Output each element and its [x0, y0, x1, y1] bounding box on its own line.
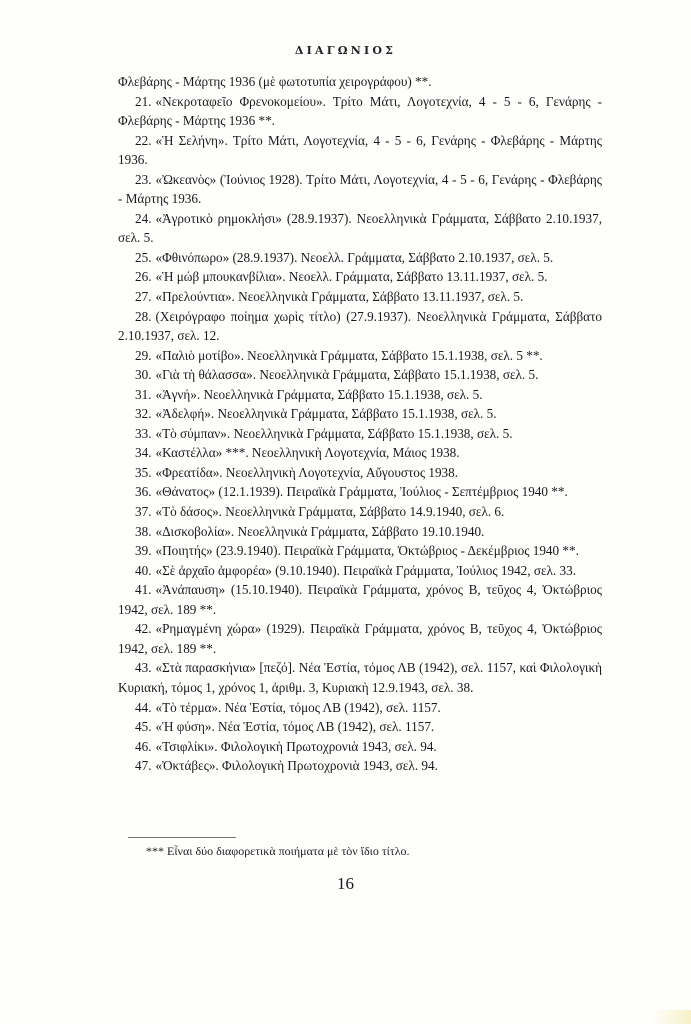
- bibliography-entry: [118, 717, 602, 737]
- entry-text: «Γιὰ τὴ θάλασσα». Νεοελληνικὰ Γράμματα, Σάββατο 15.1.1938, σελ. 5.: [155, 367, 539, 383]
- bibliography-entry: [118, 561, 602, 581]
- continued-entry: Φλεβάρης - Μάρτης 1936 (μὲ φωτοτυπία χειρογράφου) **.: [118, 74, 432, 89]
- bibliography-entry: [118, 424, 602, 444]
- running-head: ΔΙΑΓΩΝΙΟΣ: [294, 44, 397, 57]
- entry-number: 41.: [135, 582, 152, 598]
- entry-number: 40.: [135, 562, 152, 578]
- footnote-divider: [128, 837, 236, 838]
- entry-text: «Νεκροταφεῖο Φρενοκομείου». Τρίτο Μάτι, Λογοτεχνία, 4 - 5 - 6, Γενάρης - Φλεβάρης - Μάρτης 1936 **.: [118, 93, 602, 129]
- bibliography-entry: [118, 267, 602, 287]
- entry-text: «Ἀδελφή». Νεοελληνικὰ Γράμματα, Σάββατο 15.1.1938, σελ. 5.: [155, 406, 497, 422]
- entry-number: 32.: [135, 406, 152, 422]
- entry-text: «Ὀκτάβες». Φιλολογικὴ Πρωτοχρονιὰ 1943, σελ. 94.: [155, 758, 438, 774]
- entry-text: «Πρελούντια». Νεοελληνικὰ Γράμματα, Σάββατο 13.11.1937, σελ. 5.: [155, 289, 524, 305]
- bibliography-entry: [118, 541, 602, 561]
- bibliography-entry: [118, 658, 602, 697]
- entry-text: «Δισκοβολία». Νεοελληνικὰ Γράμματα, Σάββατο 19.10.1940.: [155, 523, 485, 539]
- entry-number: 26.: [135, 269, 152, 285]
- entry-number: 27.: [135, 289, 152, 305]
- bibliography-entry: [118, 209, 602, 248]
- entry-number: 22.: [135, 132, 152, 148]
- entry-text: «Ὠκεανὸς» (Ἰούνιος 1928). Τρίτο Μάτι, Λογοτεχνία, 4 - 5 - 6, Γενάρης - Φλεβάρης - Μάρτης 1936.: [118, 171, 602, 207]
- entry-number: 39.: [135, 543, 152, 559]
- entry-number: 38.: [135, 523, 152, 539]
- bibliography-entry: [118, 463, 602, 483]
- entry-number: 31.: [135, 386, 152, 402]
- entry-number: 42.: [135, 621, 152, 637]
- bibliography-entry: [118, 443, 602, 463]
- entry-text: «Θάνατος» (12.1.1939). Πειραϊκὰ Γράμματα, Ἰούλιος - Σεπτέμβριος 1940 **.: [155, 484, 568, 500]
- bibliography-entry: [118, 756, 602, 776]
- bibliography-entry: [118, 619, 602, 658]
- entry-text: «Τὸ τέρμα». Νέα Ἑστία, τόμος ΛΒ (1942), σελ. 1157.: [155, 699, 441, 715]
- bibliography-entry: [118, 698, 602, 718]
- entry-number: 37.: [135, 504, 152, 520]
- entry-text: (Χειρόγραφο ποίημα χωρὶς τίτλο) (27.9.1937). Νεοελληνικὰ Γράμματα, Σάββατο 2.10.1937, σελ. 12.: [118, 308, 602, 344]
- footnote: *** Εἶναι δύο διαφορετικὰ ποιήματα μὲ τὸν ἴδιο τίτλο.: [146, 844, 410, 858]
- entry-text: «Φρεατίδα». Νεοελληνικὴ Λογοτεχνία, Αὔγουστος 1938.: [155, 464, 459, 480]
- entry-number: 47.: [135, 758, 152, 774]
- entry-text: «Τὸ σύμπαν». Νεοελληνικὰ Γράμματα, Σάββατο 15.1.1938, σελ. 5.: [155, 425, 513, 441]
- entry-text: «Ρημαγμένη χώρα» (1929). Πειραϊκὰ Γράμματα, χρόνος Β, τεῦχος 4, Ὀκτώβριος 1942, σελ. 189 **.: [118, 621, 602, 656]
- entry-number: 33.: [135, 425, 152, 441]
- entry-text: «Ἡ φύση». Νέα Ἑστία, τόμος ΛΒ (1942), σελ. 1157.: [155, 719, 435, 735]
- entry-text: «Καστέλλα» ***. Νεοελληνικὴ Λογοτεχνία, Μάιος 1938.: [155, 445, 460, 461]
- entry-number: 35.: [135, 464, 152, 480]
- entry-text: «Ἀνάπαυση» (15.10.1940). Πειραϊκὰ Γράμματα, χρόνος Β, τεῦχος 4, Ὀκτώβριος 1942, σελ. 189 **.: [118, 582, 602, 617]
- bibliography-entry: [118, 170, 602, 209]
- bibliography-entry: [118, 307, 602, 346]
- entry-number: 21.: [135, 93, 152, 109]
- entry-text: «Ἡ Σελήνη». Τρίτο Μάτι, Λογοτεχνία, 4 - 5 - 6, Γενάρης - Φλεβάρης - Μάρτης 1936.: [118, 132, 602, 168]
- entry-text: «Στὰ παρασκήνια» [πεζό]. Νέα Ἑστία, τόμος ΛΒ (1942), σελ. 1157, καὶ Φιλολογικὴ Κυριακή, τόμος 1, χρόνος 1, ἀριθμ. 3, Κυριακὴ 12.9.1943, σελ. 38.: [118, 660, 602, 695]
- entry-text: «Ἀγροτικὸ ρημοκλήσι» (28.9.1937). Νεοελληνικὰ Γράμματα, Σάββατο 2.10.1937, σελ. 5.: [118, 210, 602, 246]
- bibliography-entry: [118, 92, 602, 131]
- bibliography-entry: [118, 522, 602, 542]
- page-number: 16: [337, 874, 354, 893]
- entry-number: 28.: [135, 308, 152, 324]
- bibliography-entry: [118, 248, 602, 268]
- entry-text: «Παλιὸ μοτίβο». Νεοελληνικὰ Γράμματα, Σάββατο 15.1.1938, σελ. 5 **.: [155, 347, 543, 363]
- bibliography-entry: [118, 385, 602, 405]
- entry-number: 46.: [135, 738, 152, 754]
- entry-text: «Φθινόπωρο» (28.9.1937). Νεοελλ. Γράμματα, Σάββατο 2.10.1937, σελ. 5.: [155, 249, 554, 265]
- bibliography-entry: [118, 346, 602, 366]
- entry-text: «Ἡ μώβ μπουκανβίλια». Νεοελλ. Γράμματα, Σάββατο 13.11.1937, σελ. 5.: [155, 269, 548, 285]
- entries-container: [118, 92, 602, 776]
- entry-number: 30.: [135, 367, 152, 383]
- bibliography-entry: [118, 365, 602, 385]
- scan-artifact: [651, 1010, 691, 1024]
- entry-number: 24.: [135, 210, 152, 226]
- bibliography-entry: [118, 482, 602, 502]
- entry-text: «Ἁγνή». Νεοελληνικὰ Γράμματα, Σάββατο 15.1.1938, σελ. 5.: [155, 386, 483, 402]
- entry-text: «Τὸ δάσος». Νεοελληνικὰ Γράμματα, Σάββατο 14.9.1940, σελ. 6.: [155, 504, 505, 520]
- entry-text: «Σὲ ἀρχαῖο ἀμφορέα» (9.10.1940). Πειραϊκὰ Γράμματα, Ἰούλιος 1942, σελ. 33.: [155, 562, 576, 578]
- entry-number: 34.: [135, 445, 152, 461]
- entry-text: «Τσιφλίκι». Φιλολογικὴ Πρωτοχρονιὰ 1943, σελ. 94.: [155, 738, 437, 754]
- bibliography-entry: [118, 737, 602, 757]
- entry-text: «Ποιητής» (23.9.1940). Πειραϊκὰ Γράμματα, Ὀκτώβριος - Δεκέμβριος 1940 **.: [155, 543, 579, 559]
- bibliography-entry: [118, 580, 602, 619]
- entry-number: 29.: [135, 347, 152, 363]
- entry-number: 44.: [135, 699, 152, 715]
- entry-number: 45.: [135, 719, 152, 735]
- entry-number: 25.: [135, 249, 152, 265]
- entry-number: 43.: [135, 660, 152, 676]
- entry-number: 23.: [135, 171, 152, 187]
- bibliography-entry: [118, 131, 602, 170]
- bibliography-entry: [118, 287, 602, 307]
- bibliography-entry: [118, 404, 602, 424]
- bibliography-entry: [118, 502, 602, 522]
- entry-number: 36.: [135, 484, 152, 500]
- bibliography-list: [118, 72, 602, 776]
